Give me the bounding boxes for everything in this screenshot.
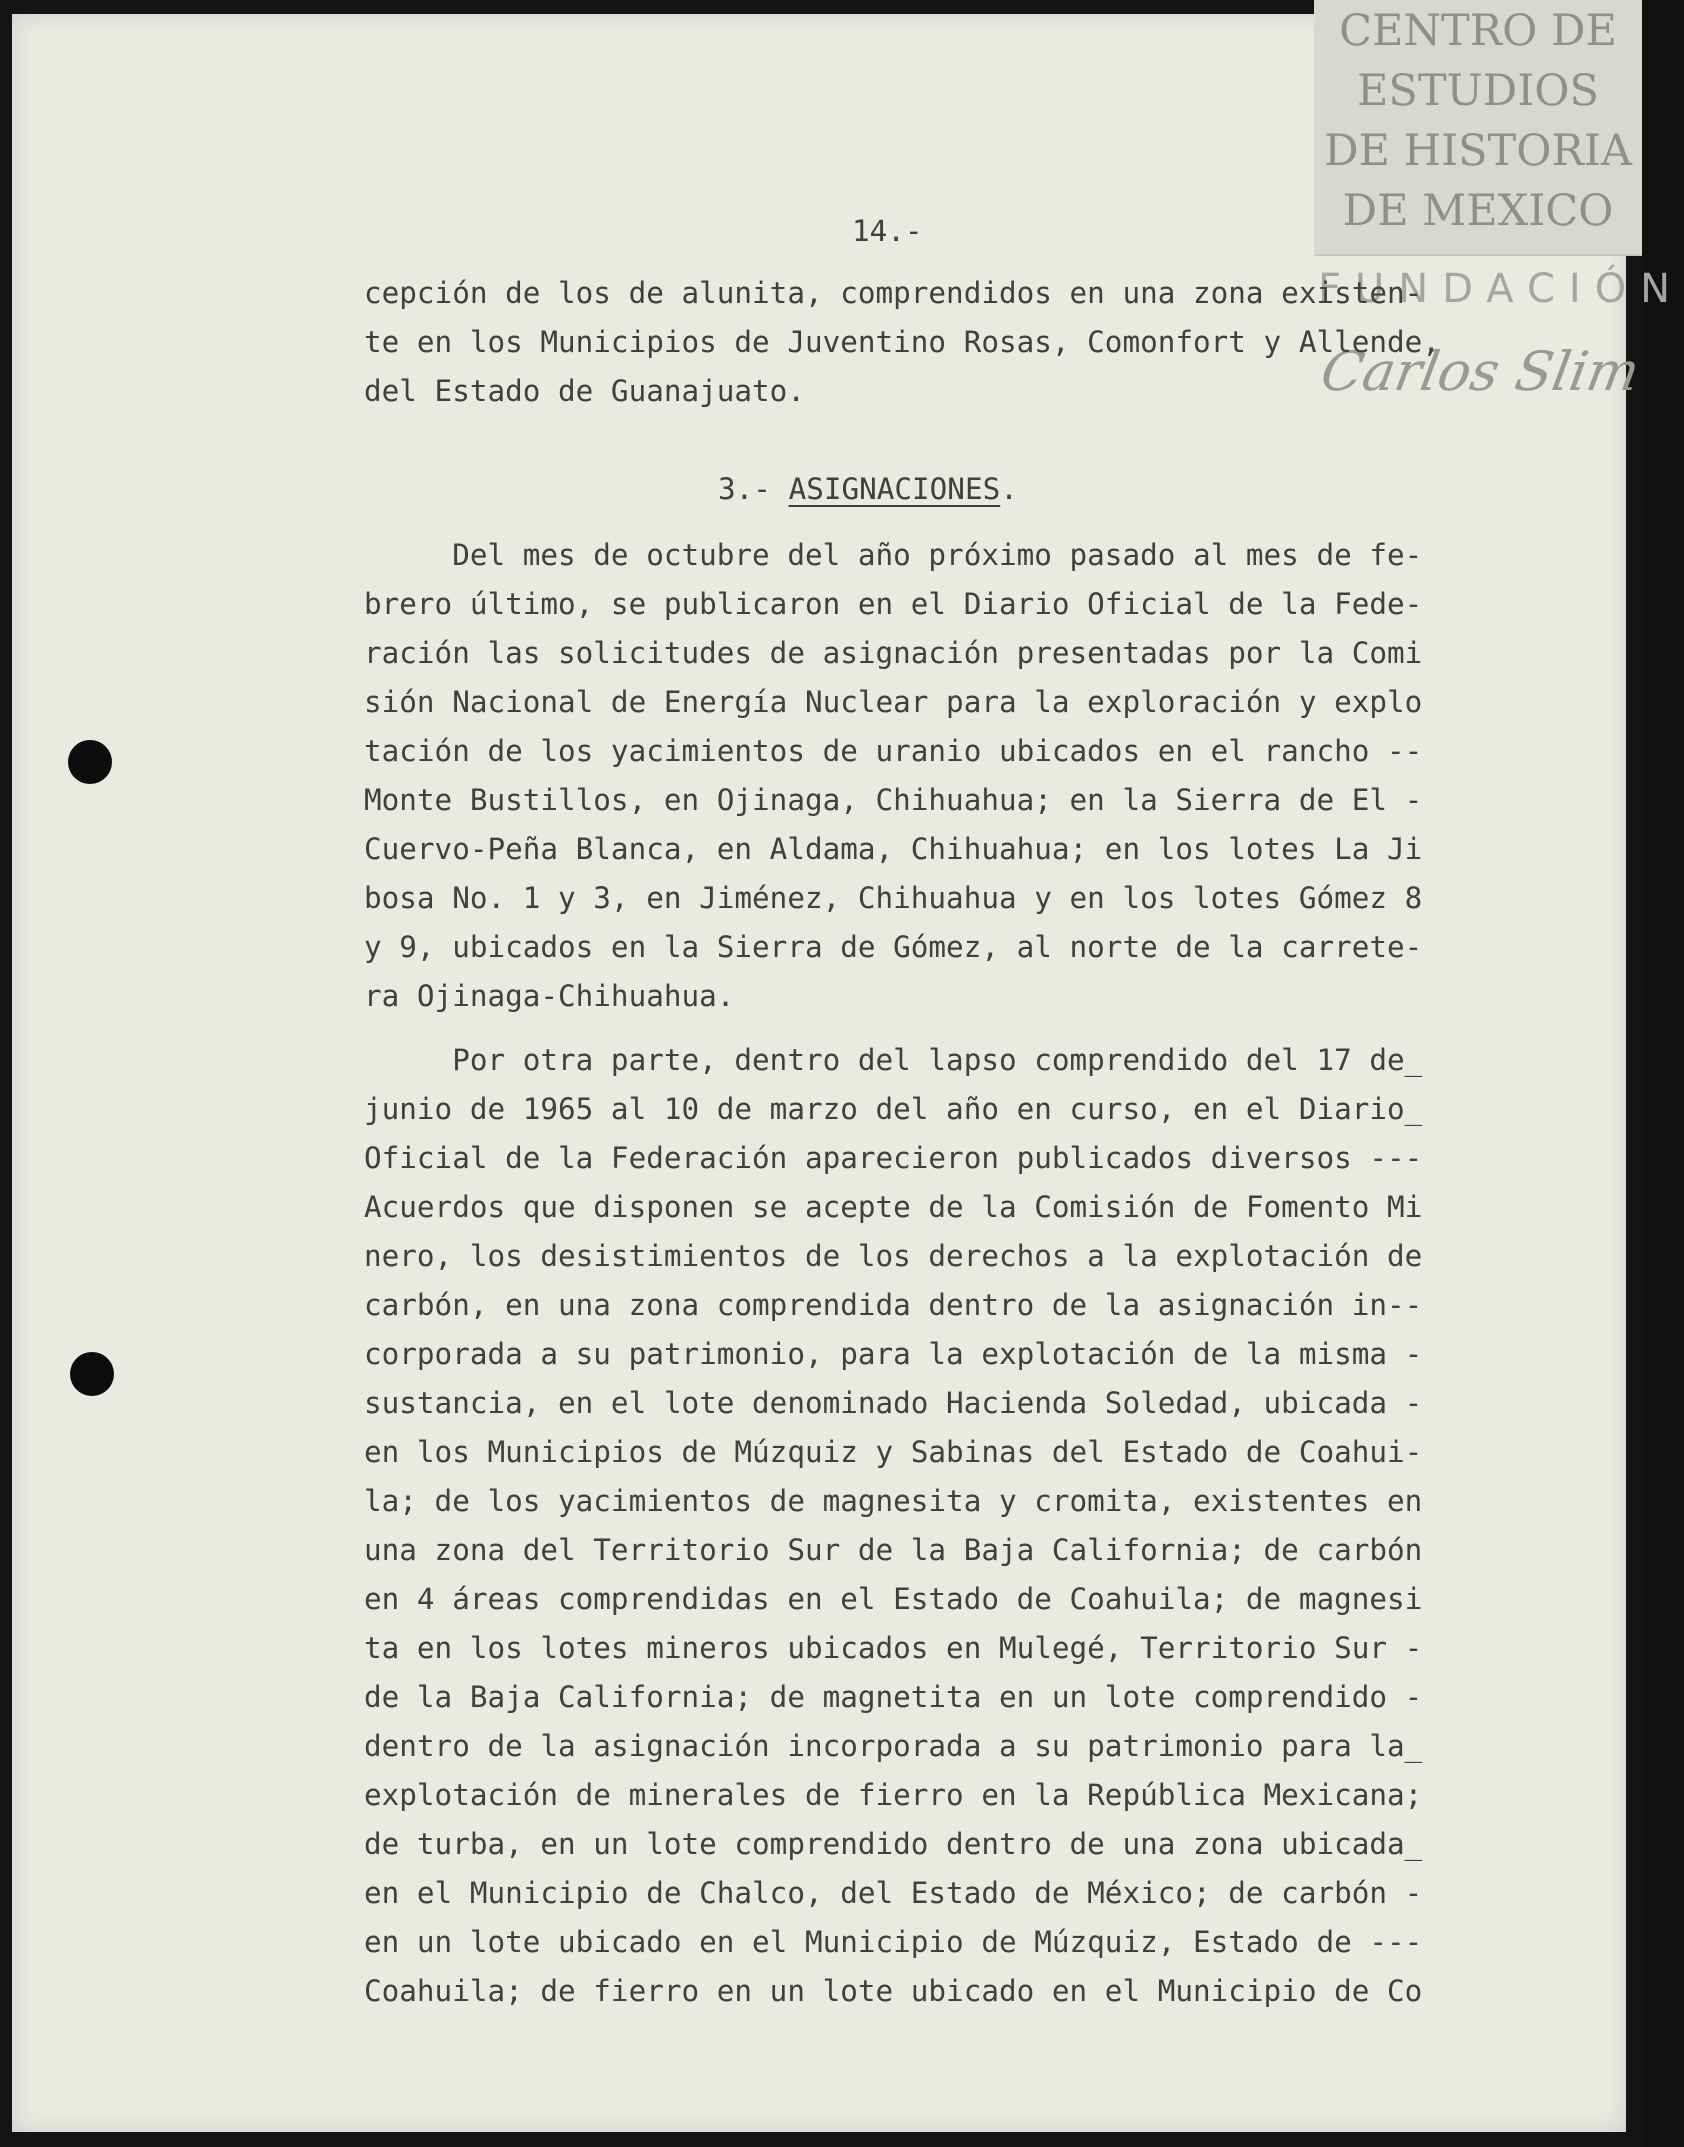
text-line-14: Por otra parte, dentro del lapso comprendido del 17 de_ — [364, 1043, 1423, 1077]
text-line-12: y 9, ubicados en la Sierra de Gómez, al norte de la carrete- — [364, 930, 1423, 964]
text-line-25: en 4 áreas comprendidas en el Estado de Coahuila; de magnesi — [364, 1582, 1423, 1616]
text-line-31: en el Municipio de Chalco, del Estado de México; de carbón - — [364, 1876, 1423, 1910]
stamp-foundation: FUNDACIÓN — [1318, 266, 1684, 312]
text-line-29: explotación de minerales de fierro en la República Mexicana; — [364, 1778, 1423, 1812]
text-line-21: sustancia, en el lote denominado Hacienda Soledad, ubicada - — [364, 1386, 1423, 1420]
text-line-9: Monte Bustillos, en Ojinaga, Chihuahua; en la Sierra de El - — [364, 783, 1423, 817]
text-line-7: sión Nacional de Energía Nuclear para la exploración y explo — [364, 685, 1423, 719]
text-line-18: nero, los desistimientos de los derechos a la explotación de — [364, 1239, 1423, 1273]
section-title: ASIGNACIONES — [788, 472, 1001, 506]
section-number: 3.- — [718, 472, 789, 506]
punch-hole-top — [68, 740, 112, 784]
punch-hole-bottom — [70, 1352, 114, 1396]
stamp-line-3: DE HISTORIA — [1324, 126, 1632, 176]
stamp-line-1: CENTRO DE — [1339, 6, 1617, 56]
section-title-period: . — [1000, 472, 1018, 506]
text-line-8: tación de los yacimientos de uranio ubicados en el rancho -- — [364, 734, 1423, 768]
text-line-2: te en los Municipios de Juventino Rosas, Comonfort y Allende, — [364, 325, 1440, 359]
text-line-15: junio de 1965 al 10 de marzo del año en curso, en el Diario_ — [364, 1092, 1423, 1126]
text-line-20: corporada a su patrimonio, para la explotación de la misma - — [364, 1337, 1423, 1371]
page-number: 14.- — [852, 214, 923, 248]
section-heading — [718, 472, 1018, 506]
text-line-26: ta en los lotes mineros ubicados en Mulegé, Territorio Sur - — [364, 1631, 1423, 1665]
text-line-22: en los Municipios de Múzquiz y Sabinas del Estado de Coahui- — [364, 1435, 1423, 1469]
stamp-divider — [1314, 254, 1642, 256]
text-line-3: del Estado de Guanajuato. — [364, 374, 805, 408]
stamp-line-2: ESTUDIOS — [1357, 66, 1599, 116]
text-line-33: Coahuila; de fierro en un lote ubicado en el Municipio de Co — [364, 1974, 1423, 2008]
text-line-5: brero último, se publicaron en el Diario Oficial de la Fede- — [364, 587, 1423, 621]
text-line-6: ración las solicitudes de asignación presentadas por la Comi — [364, 636, 1423, 670]
text-line-19: carbón, en una zona comprendida dentro de la asignación in-- — [364, 1288, 1423, 1322]
stamp-line-4: DE MEXICO — [1342, 186, 1614, 236]
text-line-13: ra Ojinaga-Chihuahua. — [364, 979, 735, 1013]
text-line-24: una zona del Territorio Sur de la Baja California; de carbón — [364, 1533, 1423, 1567]
stamp-signature: Carlos Slim — [1316, 340, 1645, 403]
text-line-17: Acuerdos que disponen se acepte de la Comisión de Fomento Mi — [364, 1190, 1423, 1224]
text-line-11: bosa No. 1 y 3, en Jiménez, Chihuahua y en los lotes Gómez 8 — [364, 881, 1423, 915]
text-line-30: de turba, en un lote comprendido dentro de una zona ubicada_ — [364, 1827, 1423, 1861]
text-line-10: Cuervo-Peña Blanca, en Aldama, Chihuahua; en los lotes La Ji — [364, 832, 1423, 866]
text-line-23: la; de los yacimientos de magnesita y cromita, existentes en — [364, 1484, 1423, 1518]
text-line-1: cepción de los de alunita, comprendidos en una zona existen- — [364, 276, 1423, 310]
text-line-28: dentro de la asignación incorporada a su patrimonio para la_ — [364, 1729, 1423, 1763]
text-line-32: en un lote ubicado en el Municipio de Múzquiz, Estado de --- — [364, 1925, 1423, 1959]
text-line-16: Oficial de la Federación aparecieron publicados diversos --- — [364, 1141, 1423, 1175]
text-line-27: de la Baja California; de magnetita en un lote comprendido - — [364, 1680, 1423, 1714]
text-line-4: Del mes de octubre del año próximo pasado al mes de fe- — [364, 538, 1423, 572]
